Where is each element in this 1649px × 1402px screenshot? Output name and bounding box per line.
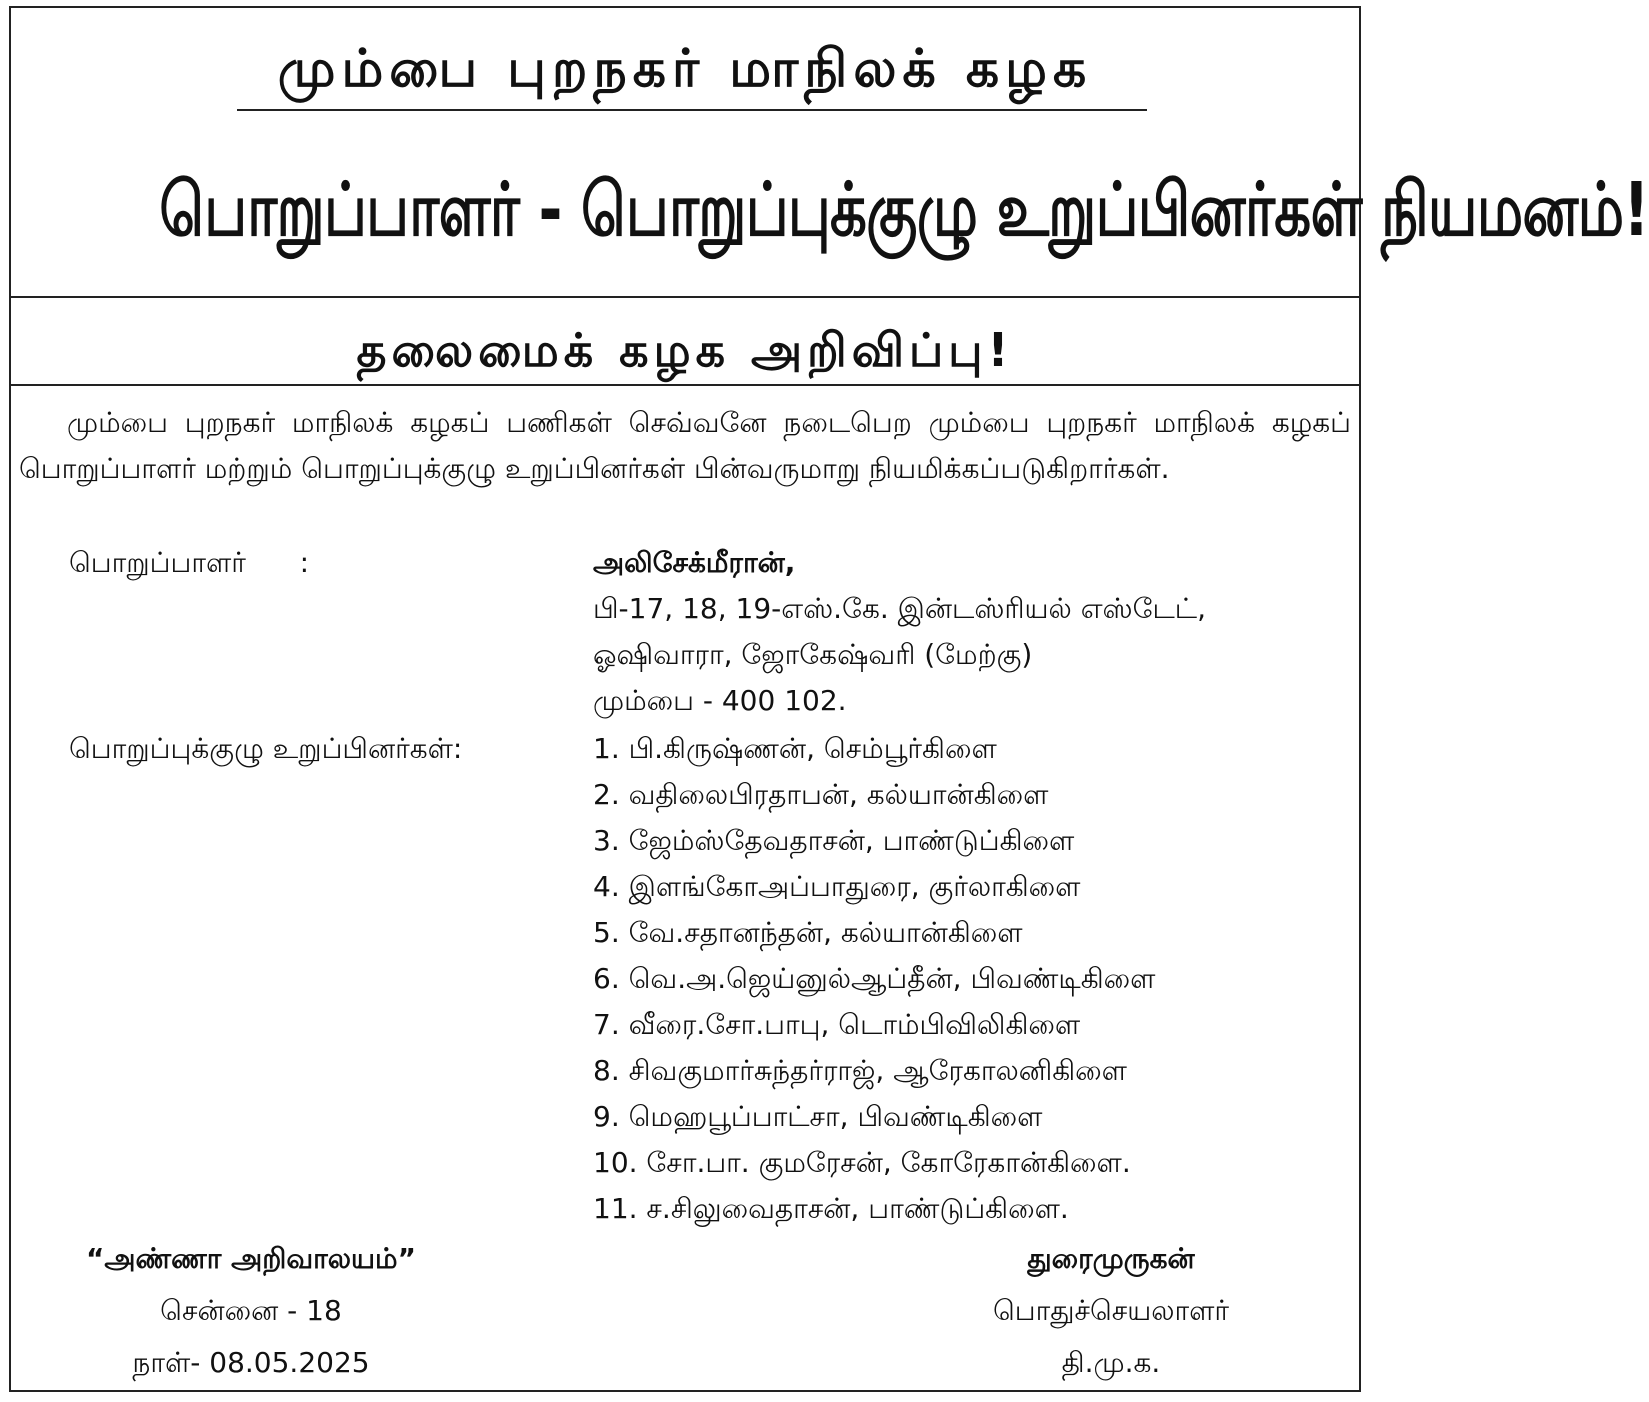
member-item: 7. வீரை.சோ.பாபு, டொம்பிவிலிகிளை bbox=[593, 1008, 1081, 1041]
incharge-details bbox=[593, 540, 1206, 724]
incharge-name: அலிசேக்மீரான், bbox=[593, 546, 796, 579]
member-item: 4. இளங்கோஅப்பாதுரை, குர்லாகிளை bbox=[593, 870, 1081, 903]
signatory-party: தி.மு.க. bbox=[1061, 1346, 1161, 1379]
member-item: 3. ஜேம்ஸ்தேவதாசன், பாண்டுப்கிளை bbox=[593, 824, 1075, 857]
issue-date: நாள்- 08.05.2025 bbox=[132, 1346, 370, 1379]
issuer-city: சென்னை - 18 bbox=[160, 1294, 342, 1327]
member-item: 1. பி.கிருஷ்ணன், செம்பூர்கிளை bbox=[593, 732, 997, 765]
incharge-colon: : bbox=[299, 546, 310, 579]
notice-divider bbox=[11, 384, 1359, 386]
district-heading: மும்பை புறநகர் மாநிலக் கழக bbox=[277, 39, 1093, 99]
address-line: பி-17, 18, 19-எஸ்.கே. இன்டஸ்ரியல் எஸ்டேட், bbox=[593, 592, 1206, 625]
signatory-designation: பொதுச்செயலாளர் bbox=[992, 1294, 1230, 1327]
notice-document bbox=[9, 6, 1649, 1392]
member-item: 2. வதிலைபிரதாபன், கல்யான்கிளை bbox=[593, 778, 1049, 811]
issuer-place: “அண்ணா அறிவாலயம்” bbox=[86, 1242, 416, 1275]
incharge-label-row bbox=[69, 540, 309, 586]
member-item: 6. வெ.அ.ஜெய்னுல்ஆப்தீன், பிவண்டிகிளை bbox=[593, 962, 1156, 995]
member-item: 8. சிவகுமார்சுந்தர்ராஜ், ஆரேகாலனிகிளை bbox=[593, 1054, 1127, 1087]
issuer-block bbox=[41, 1233, 461, 1389]
intro-paragraph: மும்பை புறநகர் மாநிலக் கழகப் பணிகள் செவ்வனே நடைபெற மும்பை புறநகர் மாநிலக் கழகப் பொறுப்பாளர் மற்றும் பொறுப்புக்குழு உறுப்பினர்கள் பின்வருமாறு நியமிக்கப்படுகிறார்கள். bbox=[19, 406, 1351, 485]
title-divider bbox=[11, 296, 1359, 298]
signatory-block bbox=[941, 1233, 1281, 1389]
notice-heading: தலைமைக் கழக அறிவிப்பு! bbox=[356, 323, 1014, 377]
member-item: 10. சோ.பா. குமரேசன், கோரேகான்கிளை. bbox=[593, 1146, 1131, 1179]
member-item: 5. வே.சதானந்தன், கல்யான்கிளை bbox=[593, 916, 1023, 949]
address-line: ஓஷிவாரா, ஜோகேஷ்வரி (மேற்கு) bbox=[593, 638, 1033, 671]
member-item: 11. ச.சிலுவைதாசன், பாண்டுப்கிளை. bbox=[593, 1192, 1069, 1225]
signatory-name: துரைமுருகன் bbox=[1027, 1242, 1195, 1275]
member-item: 9. மெஹபூப்பாட்சா, பிவண்டிகிளை bbox=[593, 1100, 1043, 1133]
heading-underline bbox=[237, 109, 1147, 111]
incharge-label: பொறுப்பாளர் bbox=[69, 546, 246, 579]
appointment-title: பொறுப்பாளர் - பொறுப்புக்குழு உறுப்பினர்கள் நியமனம்! bbox=[159, 167, 1649, 253]
committee-label: பொறுப்புக்குழு உறுப்பினர்கள்: bbox=[69, 732, 463, 765]
address-line: மும்பை - 400 102. bbox=[593, 684, 847, 717]
committee-list bbox=[593, 726, 1155, 1232]
